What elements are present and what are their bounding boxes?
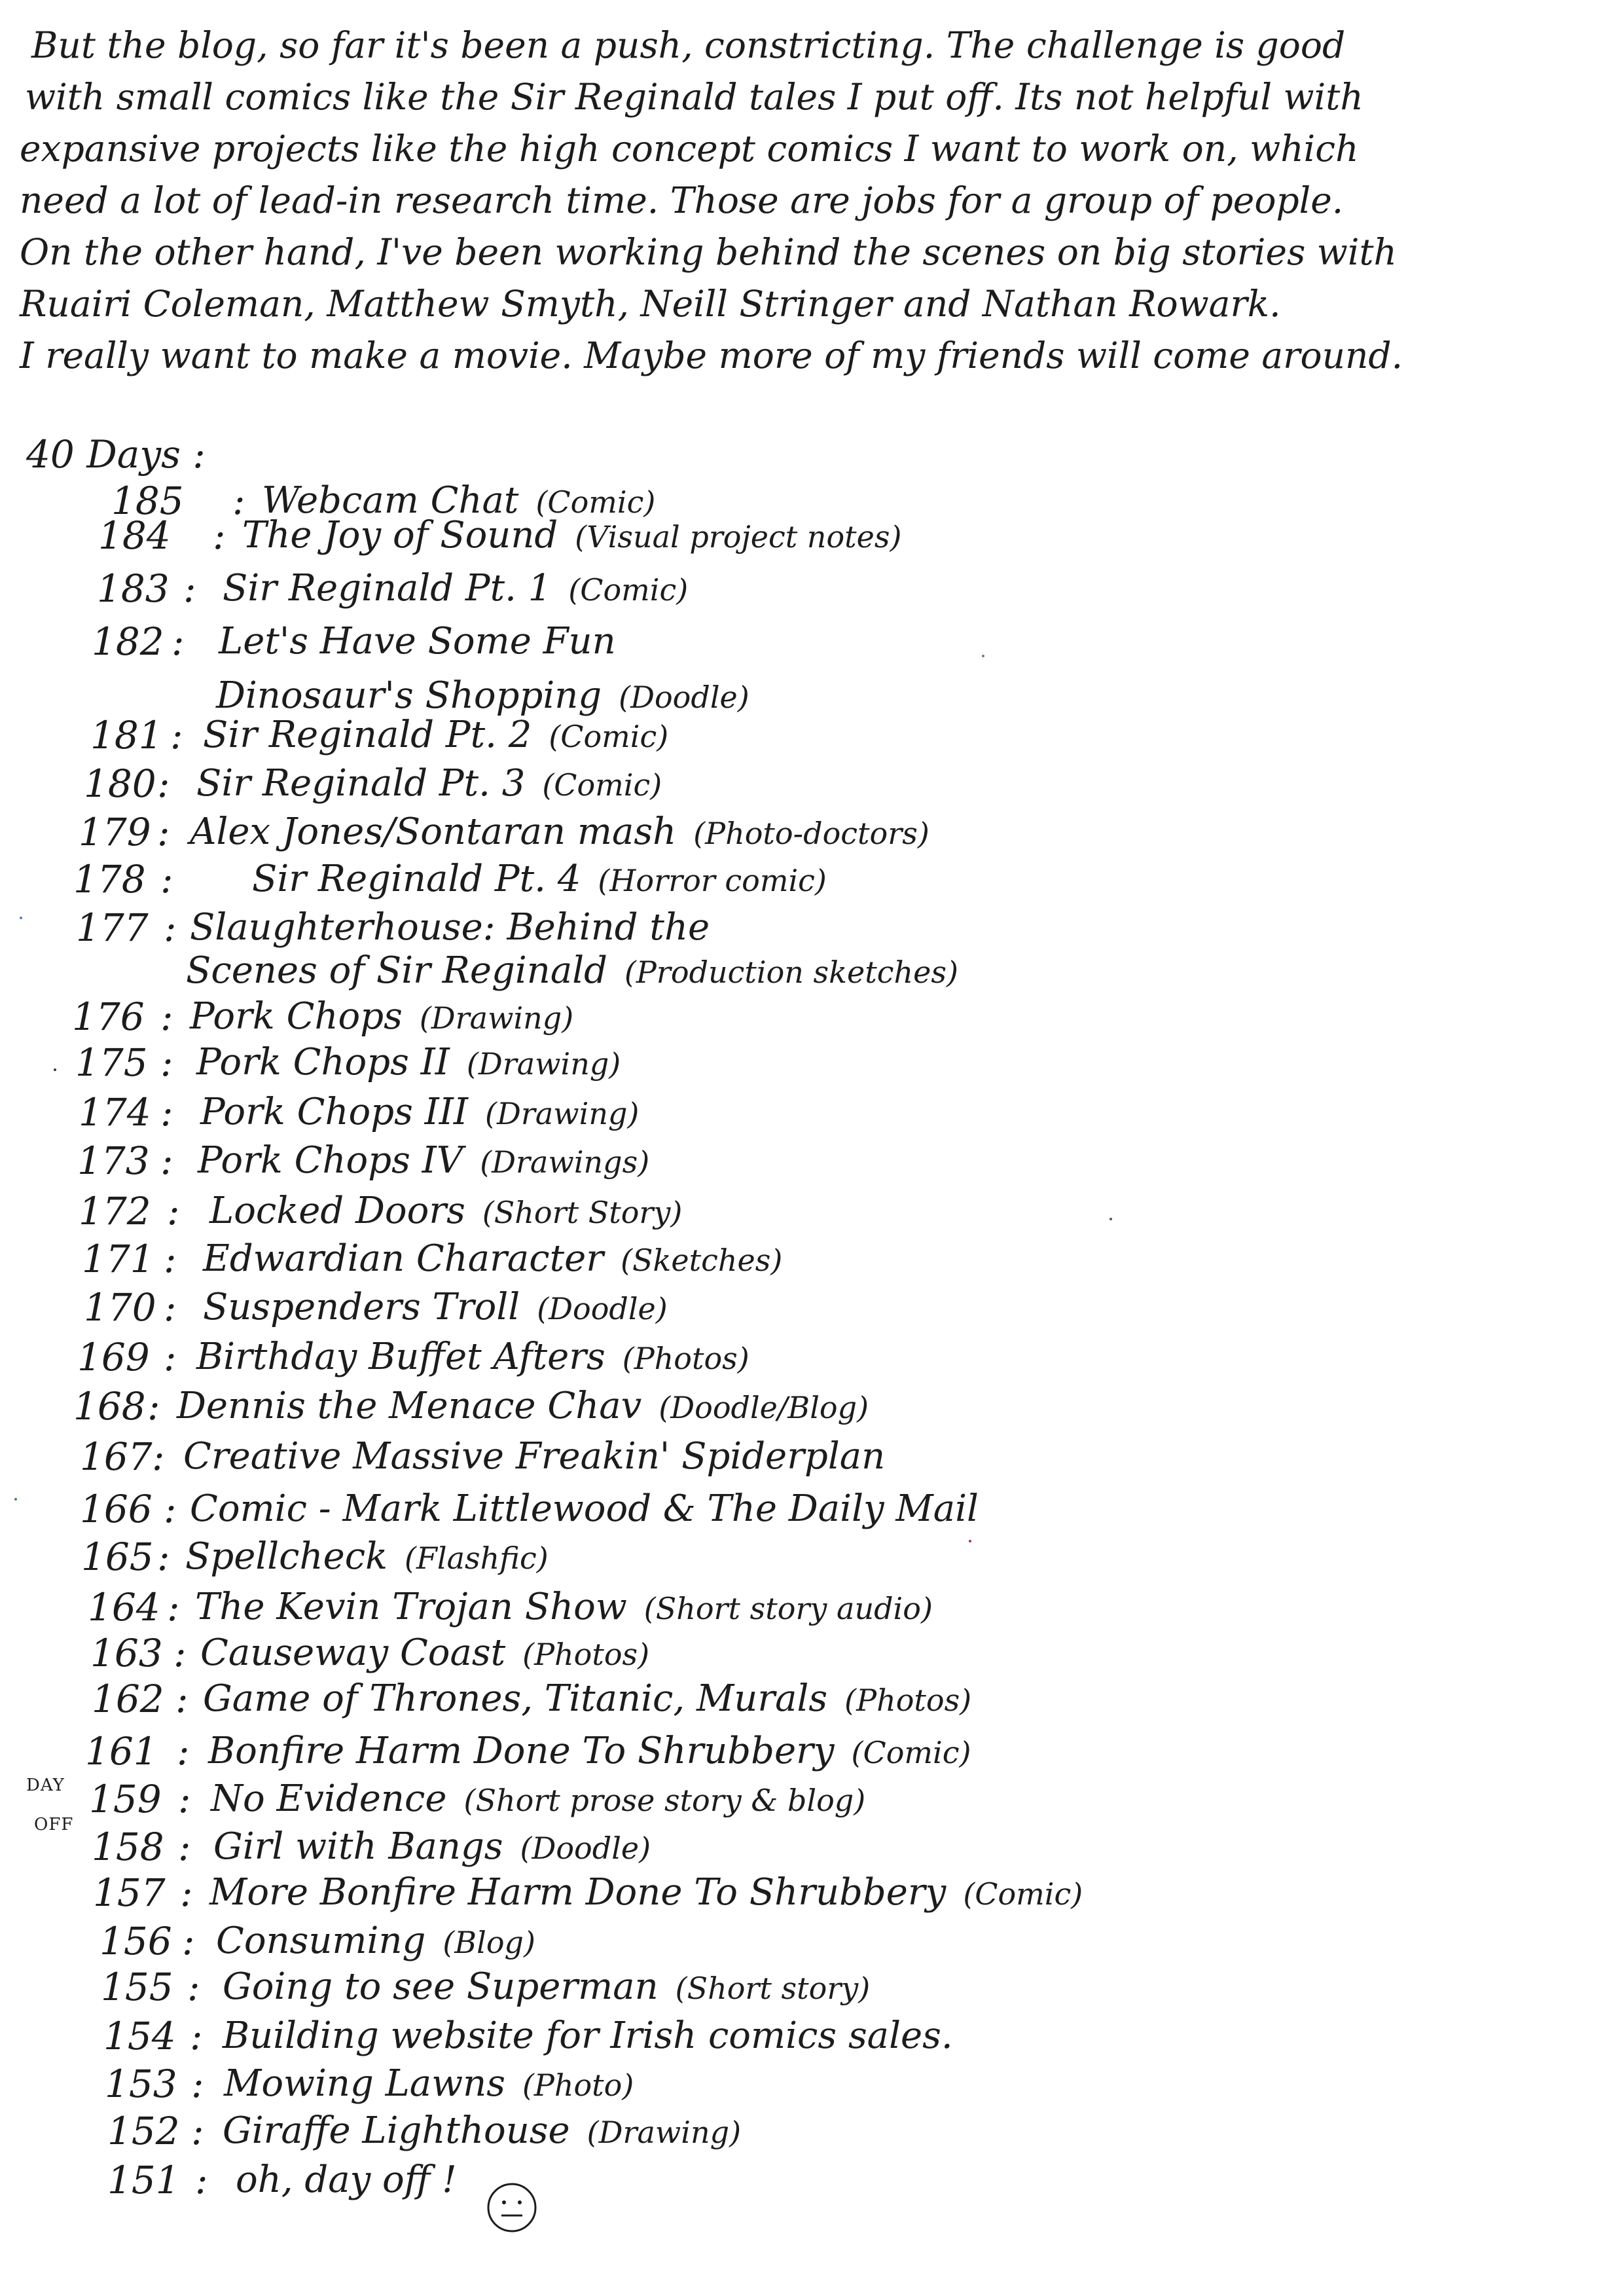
day-number: 157: [93, 1870, 166, 1915]
entry-title: [190, 905, 710, 951]
entry-title-text: Suspenders Troll: [203, 1286, 520, 1328]
intro-line: I really want to make a movie. Maybe more of my friends will come around.: [20, 335, 1403, 376]
entry-type: (Photos): [622, 1341, 749, 1376]
entry-type: (Short story audio): [643, 1591, 933, 1626]
separator: :: [167, 1189, 180, 1233]
entry-title-text: Dennis the Menace Chav: [177, 1385, 642, 1427]
entry-title-text: Consuming: [216, 1920, 426, 1962]
day-number: 172: [79, 1189, 151, 1233]
entry-title-text: Locked Doors: [209, 1190, 465, 1232]
entry-type: (Comic): [568, 572, 689, 608]
separator: :: [232, 479, 245, 523]
entry-title-text: Pork Chops: [190, 995, 403, 1038]
entry-title: [195, 1584, 933, 1631]
entry-title-text: Sir Reginald Pt. 4: [252, 858, 581, 900]
day-number: 153: [105, 2062, 177, 2106]
entry-title-text: The Joy of Sound: [242, 514, 558, 556]
entry-title: [216, 1918, 535, 1965]
day-number: 176: [72, 994, 145, 1039]
entry-title: [186, 948, 958, 995]
entry-title-text: Sir Reginald Pt. 3: [196, 762, 526, 805]
day-number: 167: [80, 1434, 153, 1479]
entry-title: [242, 513, 901, 560]
separator: :: [175, 1677, 189, 1721]
entry-type: (Short prose story & blog): [463, 1783, 866, 1818]
entry-title-text: Alex Jones/Sontaran mash: [190, 811, 677, 853]
entry-type: (Production sketches): [624, 955, 958, 990]
entry-title-text: Webcam Chat: [262, 479, 519, 522]
entry-title-text: More Bonfire Harm Done To Shrubbery: [209, 1871, 947, 1914]
separator: :: [167, 1585, 180, 1630]
day-number: 156: [99, 1919, 172, 1963]
entry-title-text: Creative Massive Freakin' Spiderplan: [183, 1435, 886, 1478]
ink-speck: [14, 1498, 17, 1501]
separator: :: [164, 905, 177, 950]
entry-type: (Visual project notes): [575, 519, 902, 555]
day-number: 166: [80, 1487, 153, 1531]
entry-title: [213, 1824, 651, 1871]
day-number: 171: [82, 1237, 154, 1281]
entry-title: [209, 1870, 1083, 1917]
separator: :: [191, 2109, 204, 2153]
entry-title: [211, 1776, 865, 1823]
entry-title-text: Pork Chops III: [200, 1091, 469, 1133]
entry-title-text: No Evidence: [211, 1777, 447, 1820]
entry-type: (Comic): [851, 1735, 971, 1770]
entry-title: [223, 1964, 870, 2011]
intro-line: On the other hand, I've been working behind the scenes on big stories with: [20, 231, 1397, 273]
entry-title-text: Pork Chops II: [196, 1041, 450, 1084]
entry-title: [223, 2108, 741, 2155]
entry-type: (Comic): [549, 719, 669, 754]
entry-title: [203, 1285, 668, 1332]
entry-title-text: Birthday Buffet Afters: [196, 1336, 605, 1378]
entry-title: [190, 994, 573, 1041]
intro-line: need a lot of lead-in research time. Those are jobs for a group of people.: [20, 179, 1344, 221]
entry-title: [203, 712, 668, 759]
list-heading: 40 Days :: [26, 432, 206, 477]
ink-speck: [20, 917, 22, 919]
day-number: 162: [92, 1677, 164, 1721]
day-number: 177: [76, 905, 149, 950]
entry-title: [200, 1089, 639, 1137]
entry-title: [177, 1383, 869, 1430]
separator: :: [157, 1535, 170, 1579]
day-number: 164: [88, 1585, 160, 1630]
separator: :: [160, 857, 173, 902]
separator: :: [164, 1335, 177, 1379]
day-number: 169: [77, 1335, 150, 1379]
entry-type: (Doodle/Blog): [659, 1390, 869, 1425]
separator: :: [157, 761, 170, 806]
entry-type: (Photos): [844, 1683, 972, 1718]
entry-title-text: Building website for Irish comics sales.: [223, 2014, 953, 2057]
entry-type: (Drawing): [485, 1096, 640, 1131]
margin-note-off: OFF: [34, 1815, 74, 1834]
entry-title: [223, 566, 688, 613]
day-number: 178: [73, 857, 146, 902]
entry-title-text: Causeway Coast: [200, 1631, 506, 1674]
entry-title-text: Girl with Bangs: [213, 1825, 503, 1868]
entry-title: [190, 1486, 979, 1532]
entry-type: (Drawing): [419, 1000, 574, 1036]
day-number: 161: [85, 1729, 158, 1774]
separator: :: [160, 1090, 173, 1135]
entry-title: [190, 809, 929, 856]
separator: :: [171, 619, 185, 664]
day-number: 181: [90, 713, 163, 757]
separator: :: [183, 566, 196, 611]
day-number: 185: [111, 479, 184, 523]
entry-title: [236, 2157, 457, 2203]
day-number: 152: [107, 2109, 180, 2153]
smiley-face-icon: [484, 2180, 539, 2235]
day-number: 159: [89, 1777, 162, 1821]
margin-note-day: DAY: [26, 1776, 65, 1795]
separator: :: [173, 1631, 187, 1675]
entry-title-text: Sir Reginald Pt. 1: [223, 567, 552, 610]
entry-title: [196, 1334, 749, 1381]
entry-title-text: Let's Have Some Fun: [219, 620, 616, 663]
entry-title-text: Scenes of Sir Reginald: [186, 949, 607, 992]
entry-title: [185, 1534, 549, 1581]
separator: :: [164, 1237, 177, 1281]
entry-type: (Doodle): [520, 1831, 651, 1866]
entry-type: (Drawings): [480, 1144, 650, 1180]
entry-type: (Doodle): [537, 1291, 668, 1326]
entry-type: (Photo-doctors): [693, 816, 929, 851]
entry-title: [203, 1236, 782, 1283]
entry-type: (Comic): [542, 767, 662, 803]
entry-type: (Doodle): [619, 680, 749, 715]
intro-line: with small comics like the Sir Reginald tales I put off. Its not helpful with: [25, 76, 1363, 118]
separator: :: [164, 1487, 177, 1531]
day-number: 155: [101, 1965, 173, 2009]
day-number: 180: [84, 761, 156, 806]
day-number: 168: [73, 1384, 146, 1429]
entry-title-text: Bonfire Harm Done To Shrubbery: [208, 1730, 835, 1772]
separator: :: [152, 1434, 165, 1479]
separator: :: [213, 513, 226, 558]
entry-type: (Flashfic): [405, 1540, 549, 1576]
entry-title: [203, 1676, 971, 1723]
day-number: 170: [84, 1285, 156, 1330]
separator: :: [160, 1040, 173, 1085]
entry-title-text: The Kevin Trojan Show: [195, 1586, 627, 1628]
day-number: 174: [79, 1090, 151, 1135]
entry-type: (Short story): [675, 1971, 871, 2006]
separator: :: [160, 994, 173, 1039]
day-number: 163: [90, 1631, 163, 1675]
entry-title-text: Slaughterhouse: Behind the: [190, 906, 710, 949]
ink-speck: [982, 655, 984, 657]
entry-title-text: Sir Reginald Pt. 2: [203, 714, 532, 756]
entry-title-text: Comic - Mark Littlewood & The Daily Mail: [190, 1487, 979, 1530]
entry-title: [198, 1138, 649, 1185]
separator: :: [187, 1965, 200, 2009]
separator: :: [147, 1384, 160, 1429]
intro-line: expansive projects like the high concept comics I want to work on, which: [20, 128, 1359, 170]
ink-speck: [969, 1540, 971, 1542]
entry-type: (Blog): [442, 1925, 535, 1960]
intro-line: Ruairi Coleman, Matthew Smyth, Neill Stringer and Nathan Rowark.: [20, 283, 1281, 325]
separator: :: [195, 2158, 208, 2202]
entry-type: (Short Story): [482, 1195, 683, 1230]
entry-title-text: Dinosaur's Shopping: [216, 674, 602, 717]
entry-title: [209, 1188, 682, 1235]
ink-speck: [54, 1068, 56, 1071]
separator: :: [164, 1285, 177, 1330]
entry-title: [252, 856, 827, 903]
entry-title-text: Spellcheck: [185, 1535, 388, 1578]
intro-line: But the blog, so far it's been a push, constricting. The challenge is good: [31, 24, 1346, 66]
day-number: 179: [79, 810, 151, 854]
entry-title: [208, 1728, 971, 1776]
separator: :: [170, 713, 183, 757]
entry-type: (Photo): [522, 2068, 634, 2103]
separator: :: [157, 810, 170, 854]
separator: :: [182, 1919, 195, 1963]
entry-title-text: Going to see Superman: [223, 1965, 659, 2008]
entry-title: [196, 1040, 621, 1087]
entry-title-text: Game of Thrones, Titanic, Murals: [203, 1677, 828, 1720]
day-number: 183: [97, 566, 170, 611]
day-number: 184: [98, 513, 171, 558]
day-number: 151: [107, 2158, 180, 2202]
entry-title: [200, 1630, 649, 1677]
entry-type: (Horror comic): [598, 863, 827, 898]
entry-type: (Comic): [963, 1876, 1083, 1912]
entry-type: (Drawing): [466, 1046, 621, 1082]
separator: :: [180, 1870, 193, 1915]
separator: :: [160, 1139, 173, 1183]
entry-title: [223, 2013, 953, 2059]
entry-type: (Drawing): [586, 2115, 742, 2150]
separator: :: [178, 1777, 191, 1821]
day-number: 158: [92, 1825, 164, 1869]
entry-title-text: Edwardian Character: [203, 1237, 604, 1280]
day-number: 175: [75, 1040, 148, 1085]
intro-paragraph: [20, 20, 1604, 382]
entry-title-text: Giraffe Lighthouse: [223, 2109, 570, 2152]
entry-type: (Comic): [535, 484, 656, 520]
ink-speck: [1110, 1218, 1112, 1220]
entry-type: (Photos): [522, 1637, 650, 1672]
entry-title-text: Mowing Lawns: [224, 2062, 505, 2105]
separator: :: [191, 2062, 204, 2106]
entry-title: [183, 1434, 885, 1480]
day-number: 173: [77, 1139, 150, 1183]
entry-title-text: oh, day off !: [236, 2159, 457, 2201]
entry-title: [224, 2061, 634, 2108]
entry-type: (Sketches): [621, 1243, 783, 1278]
entry-title: [196, 761, 662, 808]
entry-title-text: Pork Chops IV: [198, 1139, 463, 1182]
day-number: 154: [103, 2014, 176, 2058]
separator: :: [177, 1729, 190, 1774]
day-number: 165: [81, 1535, 154, 1579]
entry-title: [219, 619, 616, 665]
day-number: 182: [92, 619, 164, 664]
separator: :: [190, 2014, 203, 2058]
separator: :: [178, 1825, 191, 1869]
